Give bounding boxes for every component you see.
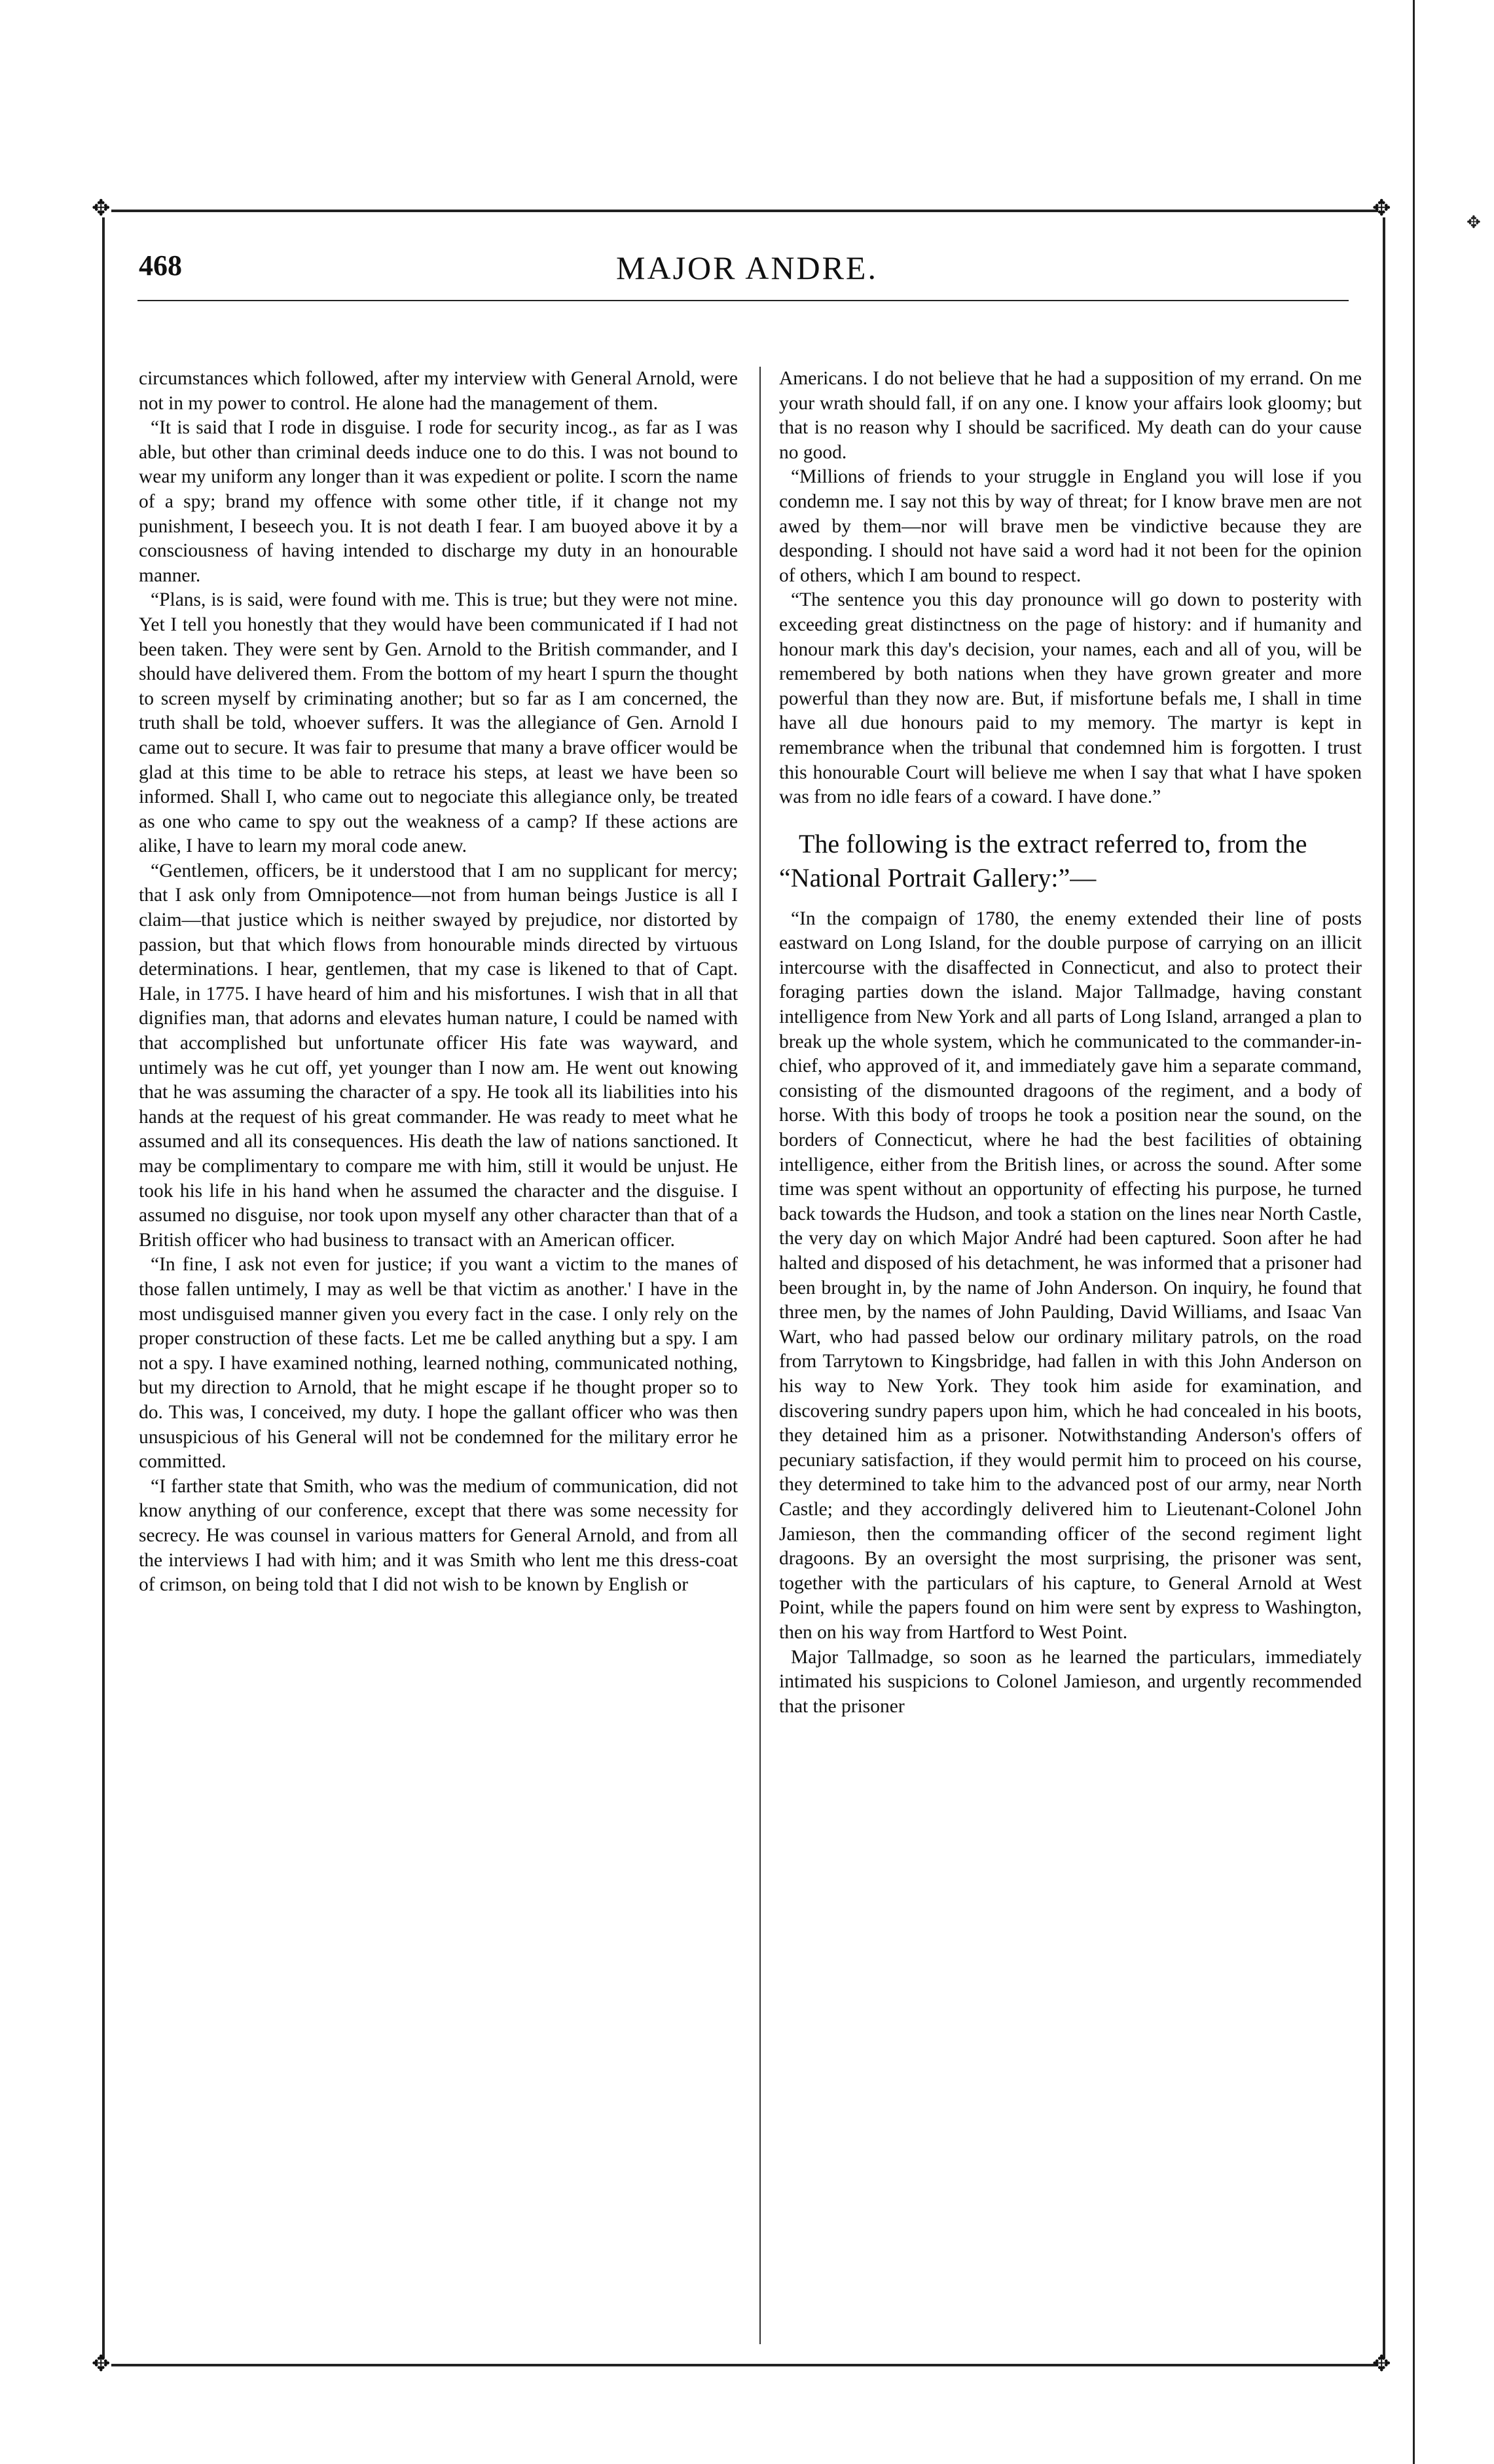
paragraph: “In fine, I ask not even for justice; if you want a victim to the manes of those fallen untimely, I may as well be that victim as another.' I have in the most undisguised manner given you every fact in the case. I only rely on the proper construction of these facts. Let me be called anything but a spy. I am not a spy. I have examined nothing, learned nothing, communicated nothing, but my direction to Arnold, that he might escape if he thought proper so to do. This was, I conceived, my duty. I hope the gallant officer who was then unsuspicious of his General will not be condemned for the military error he committed.	[139, 1254, 738, 1473]
header-rule	[137, 300, 1349, 301]
corner-ornament-icon: ✥	[1372, 196, 1391, 221]
column-divider	[759, 367, 761, 2344]
paragraph: “Gentlemen, officers, be it understood that I am no supplicant for mercy; that I ask only from Omnipotence—not from human beings Justice is all I claim—that justice which is neither swayed by prejudice, nor distorted by passion, but that which flows from honourable minds directed by virtuous determinations. I hear, gentlemen, that my case is likened to that of Capt. Hale, in 1775. I have heard of him and his misfortunes. I wish that in all that dignifies man, that adorns and elevates human nature, I could be named with that accomplished but unfortunate officer His fate was wayward, and untimely was he cut off, yet younger than I now am. He went out knowing that he was assuming the character of a spy. He took all its liabilities into his hands at the request of his great commander. He was ready to meet what he assumed and all its consequences. His death the law of nations sanctioned. It may be complimentary to compare me with him, still it would be unjust. He took his life in his hand when he assumed the character and the disguise. I assumed no disguise, nor took upon myself any other character than that of a British officer who had business to transact with an American officer.	[139, 860, 738, 1251]
right-column	[779, 367, 1362, 1719]
paragraph: “The sentence you this day pronounce will go down to posterity with exceeding great distinctness on the page of history: and if humanity and honour mark this day's decision, your names, each and all of you, will be remembered by both nations when they have grown greater and more powerful than they now are. But, if misfortune befals me, I shall in time have all due honours paid to my memory. The martyr is kept in remembrance when the tribunal that condemned him is forgotten. I trust this honourable Court will believe me when I say that what I have spoken was from no idle fears of a coward. I have done.”	[779, 589, 1362, 808]
paragraph: Americans. I do not believe that he had a supposition of my errand. On me your wrath should fall, if on any one. I know your affairs look gloomy; but that is no reason why I should be sacrificed. My death can do your cause no good.	[779, 368, 1362, 463]
right-border-rule	[1383, 217, 1385, 2359]
corner-ornament-icon: ✥	[92, 2352, 111, 2376]
paragraph: circumstances which followed, after my interview with General Arnold, were not in my power to control. He alone had the management of them.	[139, 368, 738, 414]
paragraph: Major Tallmadge, so soon as he learned the particulars, immediately intimated his suspicions to Colonel Jamieson, and urgently recommended that the prisoner	[779, 1646, 1362, 1717]
paragraph: “It is said that I rode in disguise. I rode for security incog., as far as I was able, but other than criminal deeds induce one to do this. I was not bound to wear my uniform any longer than it was expedient or polite. I scorn the name of a spy; brand my offence with some other title, if it change not my punishment, I beseech you. It is not death I fear. I am buoyed above it by a consciousness of having intended to discharge my duty in an honourable manner.	[139, 417, 738, 586]
page-number: 468	[139, 249, 182, 282]
paragraph: “In the compaign of 1780, the enemy extended their line of posts eastward on Long Island, for the double purpose of carrying on an illicit intercourse with the disaffected in Connecticut, and also to protect their foraging parties down the island. Major Tallmadge, having constant intelligence from New York and all parts of Long Island, arranged a plan to break up the whole system, which he communicated to the commander-in-chief, who approved of it, and immediately gave him a separate command, consisting of the dismounted dragoons of the regiment, and a body of horse. With this body of troops he took a position near the sound, on the borders of Connecticut, where he had the best facilities of obtaining intelligence, either from the British lines, or across the sound. After some time was spent without an opportunity of effecting his purpose, he turned back towards the Hudson, and took a station on the lines near North Castle, the very day on which Major André had been captured. Soon after he had halted and disposed of his detachment, he was informed that a prisoner had been brought in, by the name of John Anderson. On inquiry, he found that three men, by the names of John Paulding, David Williams, and Isaac Van Wart, who had passed below our ordinary military patrols, on the road from Tarrytown to Kingsbridge, had fallen in with this John Anderson on his way to New York. They took him aside for examination, and discovering sundry papers upon him, which he had concealed in his boots, they detained him as a prisoner. Notwithstanding Anderson's offers of pecuniary satisfaction, if they would permit him to proceed on his course, they determined to take him to the advanced post of our army, near North Castle; and they accordingly delivered him to Lieutenant-Colonel John Jamieson, then the commanding officer of the second regiment light dragoons. By an oversight the most surprising, the prisoner was sent, together with the particulars of his capture, to General Arnold at West Point, while the papers found on him were sent by express to Washington, then on his way from Hartford to West Point.	[779, 908, 1362, 1643]
left-column	[139, 367, 738, 1598]
left-border-rule	[102, 217, 105, 2359]
running-title	[0, 249, 1494, 287]
corner-ornament-icon: ✥	[1467, 213, 1481, 232]
adjacent-page-fragment	[1467, 196, 1481, 249]
section-heading: The following is the extract referred to, from the “National Portrait Gallery:”—	[779, 828, 1307, 892]
running-title-text: MAJOR ANDRE.	[616, 249, 878, 286]
paragraph: “Plans, is is said, were found with me. This is true; but they were not mine. Yet I tell you honestly that they would have been communicated if I had not been taken. They were sent by Gen. Arnold to the British commander, and I should have delivered them. From the bottom of my heart I spurn the thought to screen myself by criminating another; but so far as I am concerned, the truth shall be told, whoever suffers. It was the allegiance of Gen. Arnold I came out to secure. It was fair to presume that many a brave officer would be glad at this time to be able to retrace his steps, at least we have been so informed. Shall I, who came out to negociate this allegiance only, be treated as one who came to spy out the weakness of a camp? If these actions are alike, I have to learn my moral code anew.	[139, 589, 738, 857]
bottom-border-rule	[111, 2364, 1378, 2366]
top-border-rule	[111, 210, 1378, 212]
paragraph: “Millions of friends to your struggle in England you will lose if you condemn me. I say not this by way of threat; for I know brave men are not awed by them—nor will brave men be vindictive because they are desponding. I should not have said a word had it not been for the opinion of others, which I am bound to respect.	[779, 466, 1362, 586]
adjacent-page-edge	[1413, 0, 1415, 2464]
corner-ornament-icon: ✥	[1372, 2352, 1391, 2376]
corner-ornament-icon: ✥	[92, 196, 111, 221]
paragraph: “I farther state that Smith, who was the medium of communication, did not know anything of our conference, except that there was some necessity for secrecy. He was counsel in various matters for General Arnold, and from all the interviews I had with him; and it was Smith who lent me this dress-coat of crimson, on being told that I did not wish to be known by English or	[139, 1475, 738, 1596]
